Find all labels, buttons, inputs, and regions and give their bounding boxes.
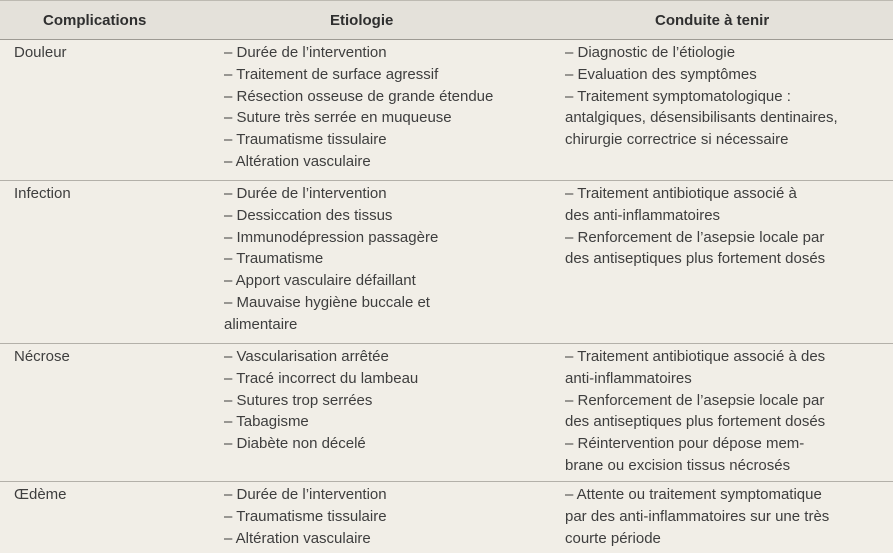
etiologie-line: – Sutures trop serrées <box>224 391 373 409</box>
complication-name: Nécrose <box>14 348 70 365</box>
etiologie-cell <box>224 183 544 336</box>
etiologie-cell <box>224 484 544 549</box>
table-row <box>0 481 893 553</box>
table-row <box>0 180 893 343</box>
etiologie-line: – Apport vasculaire défaillant <box>224 272 416 290</box>
conduite-line: – Traitement antibiotique associé à des <box>565 348 826 365</box>
complication-cell <box>14 183 71 205</box>
etiologie-line: – Suture très serrée en muqueuse <box>224 109 452 127</box>
conduite-line: – Renforcement de l’asepsie locale par <box>565 391 825 409</box>
etiologie-line: – Durée de l’intervention <box>224 44 387 61</box>
etiologie-line: – Dessiccation des tissus <box>224 206 393 224</box>
conduite-cell <box>565 346 885 477</box>
complication-name: Œdème <box>14 486 67 503</box>
etiologie-line: – Mauvaise hygiène buccale et <box>224 293 430 311</box>
etiologie-line: – Vascularisation arrêtée <box>224 348 389 365</box>
conduite-line: – Diagnostic de l’étiologie <box>565 44 736 61</box>
conduite-cell <box>565 484 885 549</box>
conduite-line: antalgiques, désensibilisants dentinaires, <box>565 109 838 127</box>
etiologie-line: – Traumatisme tissulaire <box>224 507 387 525</box>
complication-cell <box>14 42 67 64</box>
header-etiologie: Etiologie <box>330 12 394 29</box>
complication-cell <box>14 484 67 506</box>
etiologie-line: – Altération vasculaire <box>224 529 371 547</box>
conduite-line: anti-inflammatoires <box>565 369 692 387</box>
conduite-line: des anti-inflammatoires <box>565 206 721 224</box>
complication-name: Infection <box>14 185 71 202</box>
etiologie-line: – Tracé incorrect du lambeau <box>224 369 419 387</box>
conduite-line: chirurgie correctrice si nécessaire <box>565 131 789 149</box>
conduite-line: des antiseptiques plus fortement dosés <box>565 250 826 268</box>
header-complications: Complications <box>43 12 147 29</box>
conduite-line: – Renforcement de l’asepsie locale par <box>565 228 825 246</box>
complication-cell <box>14 346 70 368</box>
conduite-line: par des anti-inflammatoires sur une très <box>565 507 830 525</box>
conduite-line: – Réintervention pour dépose mem- <box>565 435 805 453</box>
etiologie-line: – Durée de l’intervention <box>224 486 387 503</box>
etiologie-cell <box>224 42 544 173</box>
etiologie-line: – Altération vasculaire <box>224 152 371 170</box>
conduite-line: – Attente ou traitement symptomatique <box>565 486 822 503</box>
conduite-line: – Traitement antibiotique associé à <box>565 185 797 202</box>
etiologie-line: – Tabagisme <box>224 413 309 431</box>
etiologie-cell <box>224 346 544 455</box>
conduite-line: brane ou excision tissus nécrosés <box>565 456 791 474</box>
etiologie-line: – Traitement de surface agressif <box>224 65 439 83</box>
etiologie-line: – Traumatisme <box>224 250 324 268</box>
etiologie-line: – Traumatisme tissulaire <box>224 131 387 149</box>
etiologie-line: – Immunodépression passagère <box>224 228 439 246</box>
conduite-line: – Traitement symptomatologique : <box>565 87 791 105</box>
conduite-line: des antiseptiques plus fortement dosés <box>565 413 826 431</box>
table-row <box>0 343 893 481</box>
header-conduite: Conduite à tenir <box>655 12 770 29</box>
conduite-cell <box>565 42 885 151</box>
table-header <box>0 0 893 40</box>
etiologie-line: alimentaire <box>224 315 298 333</box>
etiologie-line: – Diabète non décelé <box>224 435 366 453</box>
conduite-line: courte période <box>565 529 661 547</box>
etiologie-line: – Durée de l’intervention <box>224 185 387 202</box>
conduite-line: – Evaluation des symptômes <box>565 65 757 83</box>
etiologie-line: – Résection osseuse de grande étendue <box>224 87 494 105</box>
table-row <box>0 40 893 180</box>
complication-name: Douleur <box>14 44 67 61</box>
conduite-cell <box>565 183 885 270</box>
